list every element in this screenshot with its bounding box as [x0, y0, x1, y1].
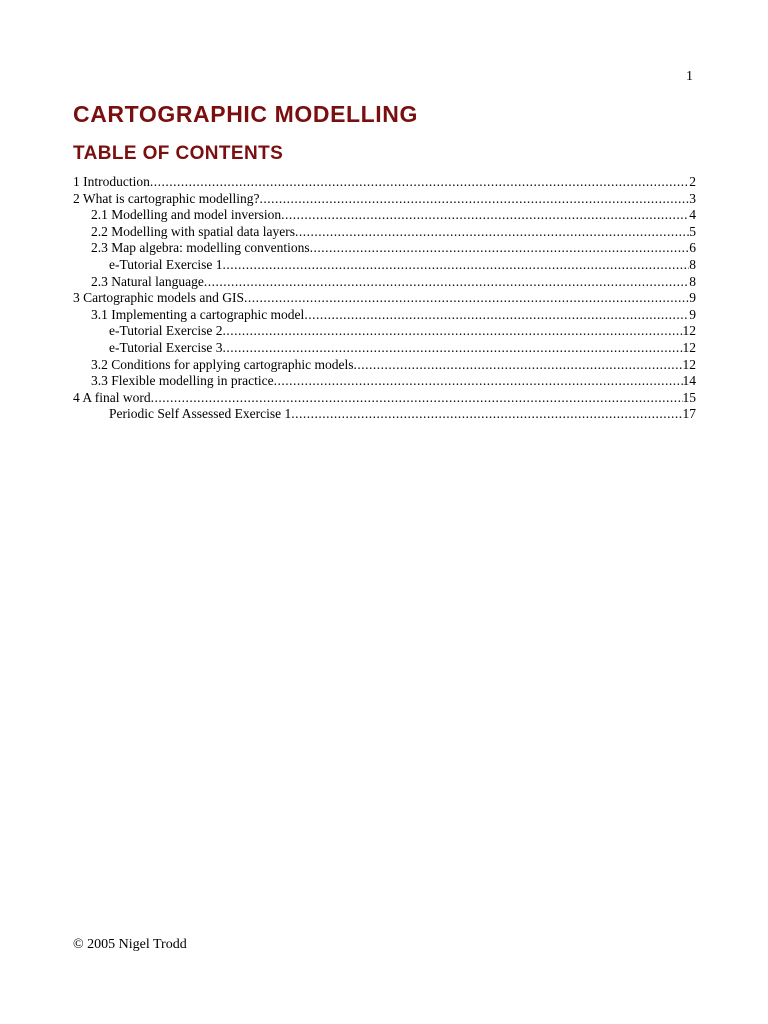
- toc-entry-title: Periodic Self Assessed Exercise 1: [109, 406, 292, 422]
- toc-entry[interactable]: [73, 174, 696, 191]
- toc-entry-page: 8: [689, 273, 696, 289]
- toc-dot-leader: [291, 406, 682, 423]
- toc-dot-leader: [151, 390, 683, 407]
- toc-entry-title: e-Tutorial Exercise 2: [109, 323, 223, 339]
- toc-dot-leader: [295, 224, 689, 241]
- toc-entry-title: 3 Cartographic models and GIS: [73, 290, 244, 306]
- toc-entry-title: 2.3 Map algebra: modelling conventions: [91, 240, 310, 256]
- toc-entry-page: 5: [689, 223, 696, 239]
- toc-entry-page: 12: [682, 339, 696, 355]
- toc-entry-page: 12: [682, 323, 696, 339]
- toc-heading: TABLE OF CONTENTS: [73, 143, 284, 164]
- toc-dot-leader: [150, 174, 689, 191]
- toc-dot-leader: [310, 240, 690, 257]
- table-of-contents: [73, 174, 696, 423]
- toc-entry-page: 4: [689, 207, 696, 223]
- toc-entry-title: 2 What is cartographic modelling?: [73, 190, 260, 206]
- toc-entry-page: 2: [689, 174, 696, 189]
- toc-entry[interactable]: [73, 307, 696, 324]
- toc-dot-leader: [222, 323, 682, 340]
- toc-entry-page: 12: [682, 356, 696, 372]
- toc-entry-page: 14: [682, 373, 696, 389]
- toc-dot-leader: [281, 207, 689, 224]
- page-number: 1: [686, 69, 693, 84]
- toc-entry[interactable]: [73, 207, 696, 224]
- toc-entry-page: 8: [689, 256, 696, 272]
- toc-entry[interactable]: [73, 323, 696, 340]
- toc-dot-leader: [274, 373, 683, 390]
- toc-entry-title: 2.2 Modelling with spatial data layers: [91, 223, 295, 239]
- toc-dot-leader: [244, 290, 689, 307]
- toc-entry-title: 3.3 Flexible modelling in practice: [91, 373, 274, 389]
- toc-dot-leader: [222, 340, 682, 357]
- toc-entry[interactable]: [73, 390, 696, 407]
- toc-entry[interactable]: [73, 257, 696, 274]
- footer-copyright: © 2005 Nigel Trodd: [73, 937, 187, 952]
- toc-entry-page: 9: [689, 290, 696, 306]
- toc-entry[interactable]: [73, 340, 696, 357]
- toc-entry[interactable]: [73, 274, 696, 291]
- toc-entry-title: 1 Introduction: [73, 174, 150, 189]
- toc-dot-leader: [204, 274, 689, 291]
- toc-entry[interactable]: [73, 373, 696, 390]
- toc-entry[interactable]: [73, 240, 696, 257]
- toc-entry-title: 3.1 Implementing a cartographic model: [91, 306, 305, 322]
- toc-entry-title: e-Tutorial Exercise 3: [109, 339, 223, 355]
- toc-entry[interactable]: [73, 191, 696, 208]
- toc-entry-page: 3: [689, 190, 696, 206]
- document-title: CARTOGRAPHIC MODELLING: [73, 101, 418, 127]
- toc-entry-title: 2.3 Natural language: [91, 273, 204, 289]
- toc-dot-leader: [353, 357, 682, 374]
- toc-entry-title: 2.1 Modelling and model inversion: [91, 207, 282, 223]
- toc-entry-title: e-Tutorial Exercise 1: [109, 256, 223, 272]
- toc-entry[interactable]: [73, 357, 696, 374]
- toc-entry[interactable]: [73, 290, 696, 307]
- toc-entry-page: 15: [682, 389, 696, 405]
- toc-entry-title: 4 A final word: [73, 389, 151, 405]
- toc-dot-leader: [222, 257, 689, 274]
- toc-dot-leader: [259, 191, 689, 208]
- toc-entry-page: 6: [689, 240, 696, 256]
- toc-entry-title: 3.2 Conditions for applying cartographic models: [91, 356, 354, 372]
- toc-entry[interactable]: [73, 224, 696, 241]
- toc-dot-leader: [304, 307, 689, 324]
- toc-entry-page: 9: [689, 306, 696, 322]
- toc-entry[interactable]: [73, 406, 696, 423]
- toc-entry-page: 17: [682, 406, 696, 422]
